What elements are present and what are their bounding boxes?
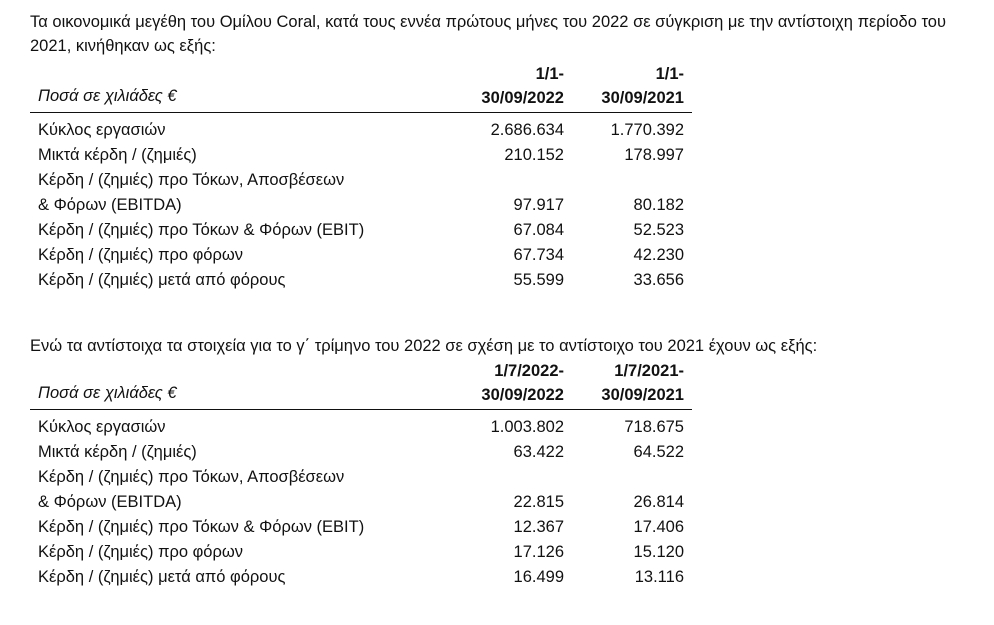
column-header-2022: 1/1- 30/09/2022: [481, 65, 564, 107]
value-2022: 55.599: [513, 271, 564, 289]
table-row: [30, 243, 692, 268]
value-2021: 178.997: [624, 146, 684, 164]
amount-unit-label: Ποσά σε χιλιάδες €: [38, 384, 177, 402]
row-label: Κέρδη / (ζημιές) προ φόρων: [38, 543, 243, 561]
row-label: Κέρδη / (ζημιές) μετά από φόρους: [38, 271, 286, 289]
table-header: [30, 60, 692, 110]
value-2022: 16.499: [513, 568, 564, 586]
table-row: [30, 268, 692, 293]
value-2022: 1.003.802: [490, 418, 564, 436]
row-label: Μικτά κέρδη / (ζημιές): [38, 146, 197, 164]
value-2021: 64.522: [633, 443, 684, 461]
amount-unit-label: Ποσά σε χιλιάδες €: [38, 87, 177, 105]
value-2021: 80.182: [633, 196, 684, 214]
value-2022: 67.734: [513, 246, 564, 264]
table-row: [30, 118, 692, 143]
column-header-2022: 1/7/2022- 30/09/2022: [481, 362, 564, 404]
row-label: Κέρδη / (ζημιές) προ Τόκων, Αποσβέσεων & Φόρων (EBITDA): [38, 171, 345, 214]
value-2022: 12.367: [513, 518, 564, 536]
table-row: [30, 440, 692, 465]
row-label: Κύκλος εργασιών: [38, 418, 166, 436]
value-2021: 17.406: [633, 518, 684, 536]
row-label: Κύκλος εργασιών: [38, 121, 166, 139]
table-row: [30, 465, 692, 515]
value-2022: 97.917: [513, 196, 564, 214]
value-2021: 13.116: [634, 568, 684, 586]
table-row: [30, 415, 692, 440]
nine-month-table: [30, 60, 692, 293]
value-2021: 15.120: [633, 543, 684, 561]
table-row: [30, 515, 692, 540]
row-label: Κέρδη / (ζημιές) μετά από φόρους: [38, 568, 286, 586]
value-2021: 33.656: [633, 271, 684, 289]
value-2021: 1.770.392: [610, 121, 684, 139]
row-label: Κέρδη / (ζημιές) προ Τόκων & Φόρων (EBIT): [38, 518, 365, 536]
intro-paragraph-1: Τα οικονομικά μεγέθη του Ομίλου Coral, κατά τους εννέα πρώτους μήνες του 2022 σε σύγκριση με την αντίστοιχη περίοδο του 2021, κινήθηκαν ως εξής:: [30, 13, 946, 55]
value-2021: 52.523: [633, 221, 684, 239]
row-label: Κέρδη / (ζημιές) προ Τόκων, Αποσβέσεων & Φόρων (EBITDA): [38, 468, 345, 511]
value-2022: 67.084: [513, 221, 564, 239]
value-2021: 42.230: [633, 246, 684, 264]
value-2022: 2.686.634: [490, 121, 564, 139]
intro-paragraph-2: Ενώ τα αντίστοιχα τα στοιχεία για το γ΄ τρίμηνο του 2022 σε σχέση με το αντίστοιχο του 2021 έχουν ως εξής:: [30, 337, 818, 355]
value-2022: 17.126: [513, 543, 564, 561]
table-row: [30, 565, 692, 590]
table-row: [30, 540, 692, 565]
column-header-2021: 1/7/2021- 30/09/2021: [601, 362, 684, 404]
table-row: [30, 143, 692, 168]
value-2022: 210.152: [504, 146, 564, 164]
third-quarter-table: [30, 357, 692, 590]
value-2021: 26.814: [633, 493, 684, 511]
row-label: Κέρδη / (ζημιές) προ Τόκων & Φόρων (EBIT): [38, 221, 365, 239]
column-header-2021: 1/1- 30/09/2021: [601, 65, 684, 107]
table-row: [30, 218, 692, 243]
row-label: Κέρδη / (ζημιές) προ φόρων: [38, 246, 243, 264]
value-2022: 22.815: [513, 493, 564, 511]
row-label: Μικτά κέρδη / (ζημιές): [38, 443, 197, 461]
value-2021: 718.675: [624, 418, 684, 436]
table-row: [30, 168, 692, 218]
table-header: [30, 357, 692, 407]
value-2022: 63.422: [513, 443, 564, 461]
